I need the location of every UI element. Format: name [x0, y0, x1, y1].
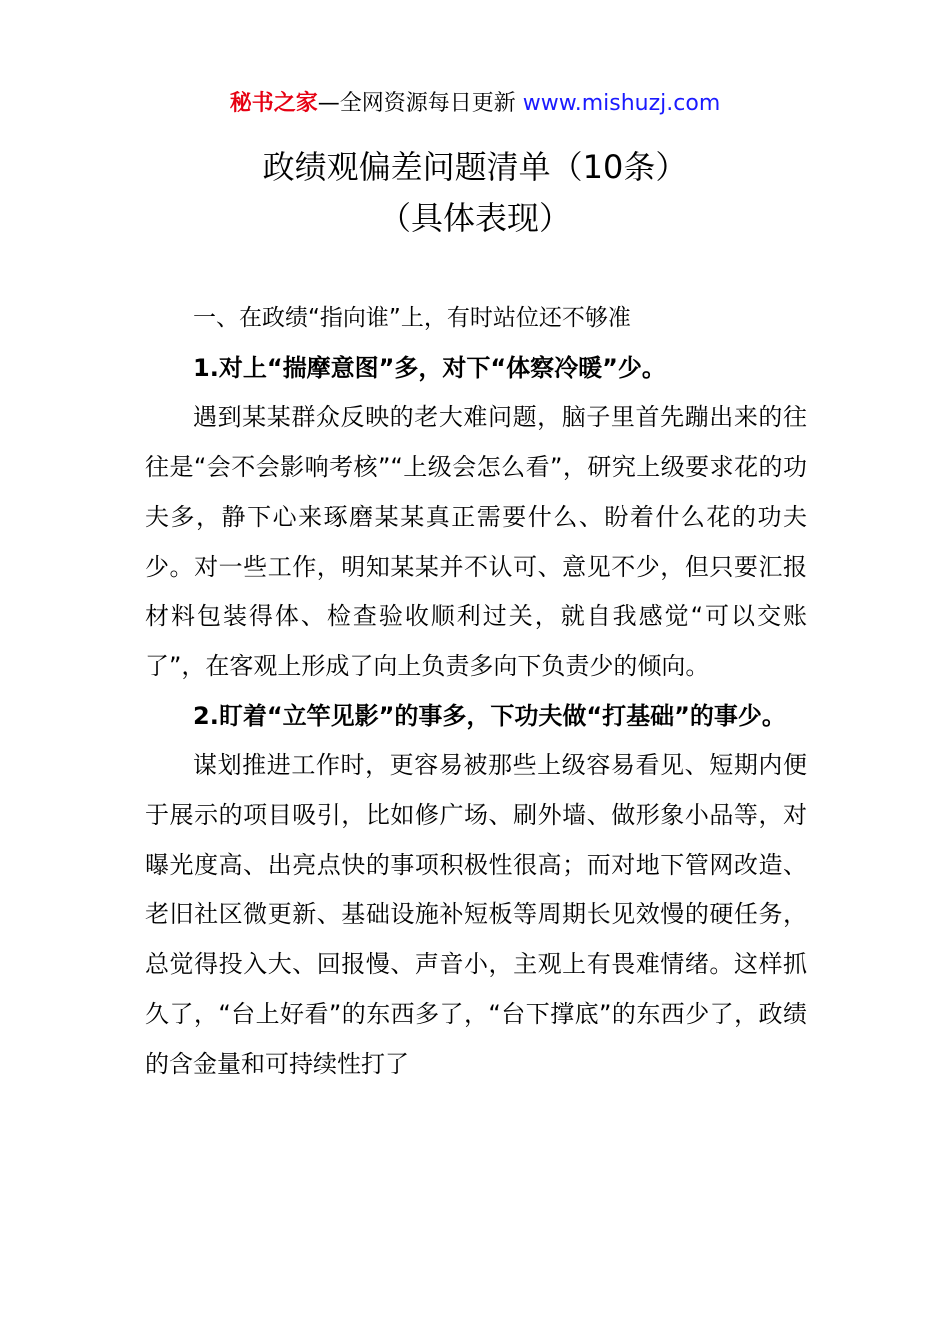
site-tagline: —全网资源每日更新	[317, 91, 523, 116]
item-heading-1: 1.对上“揣摩意图”多，对下“体察冷暖”少。	[193, 353, 666, 382]
site-brand: 秘书之家	[229, 91, 318, 116]
document-body	[145, 294, 807, 1089]
section-heading-1: 一、在政绩“指向谁”上，有时站位还不够准	[193, 305, 631, 331]
site-header	[0, 88, 950, 120]
item-paragraph-1: 遇到某某群众反映的老大难问题，脑子里首先蹦出来的往往是“会不会影响考核”“上级会怎么看”，研究上级要求花的功夫多，静下心来琢磨某某真正需要什么、盼着什么花的功夫少。对一些工作，明知某某并不认可、意见不少，但只要汇报材料包装得体、检查验收顺利过关，就自我感觉“可以交账了”，在客观上形成了向上负责多向下负责少的倾向。	[145, 403, 807, 680]
site-url-link[interactable]: www.mishuzj.com	[522, 91, 721, 116]
item-heading-2: 2.盯着“立竿见影”的事多，下功夫做“打基础”的事少。	[193, 701, 786, 730]
document-title: 政绩观偏差问题清单（10条）	[262, 148, 688, 186]
item-paragraph-2: 谋划推进工作时，更容易被那些上级容易看见、短期内便于展示的项目吸引，比如修广场、刷外墙、做形象小品等，对曝光度高、出亮点快的事项积极性很高；而对地下管网改造、老旧社区微更新、基础设施补短板等周期长见效慢的硬任务，总觉得投入大、回报慢、声音小，主观上有畏难情绪。这样抓久了，“台上好看”的东西多了，“台下撑底”的东西少了，政绩的含金量和可持续性打了	[145, 751, 807, 1078]
document-subtitle: （具体表现）	[378, 199, 571, 237]
